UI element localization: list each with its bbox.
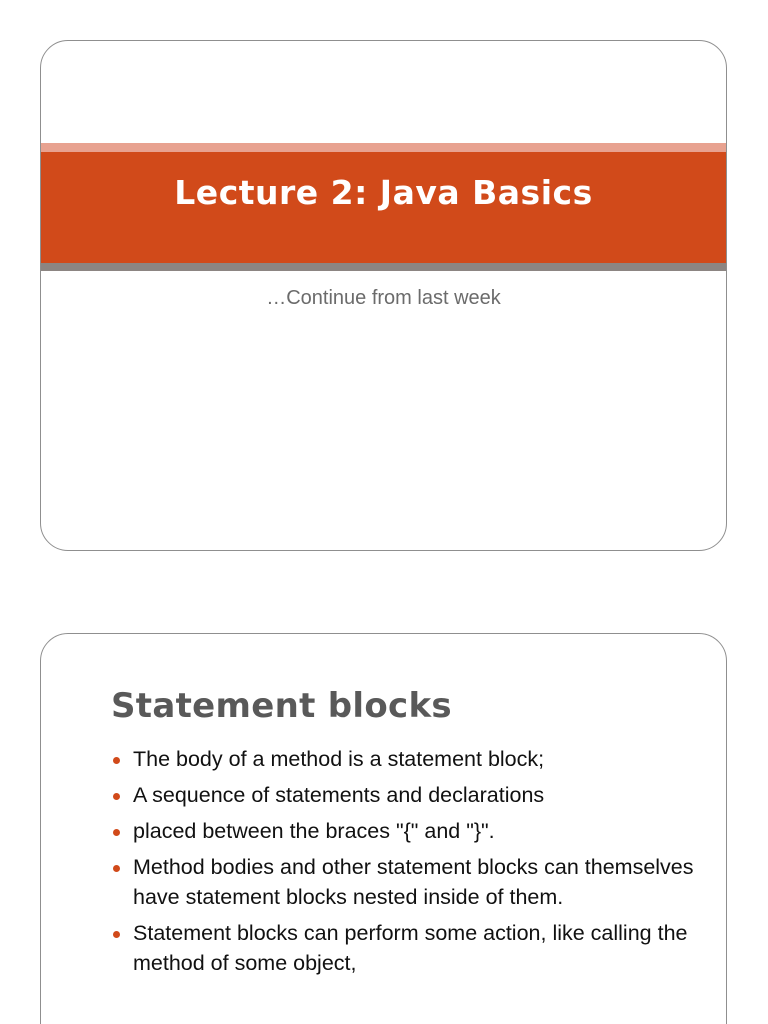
bullet-dot-icon (113, 757, 120, 764)
bullet-text: The body of a method is a statement block; (133, 747, 545, 771)
title-band (41, 152, 726, 263)
title-band-highlight (41, 143, 726, 152)
bullet-item (111, 780, 701, 810)
lecture-subtitle: …Continue from last week (266, 287, 501, 309)
bullet-dot-icon (113, 931, 120, 938)
bullet-dot-icon (113, 829, 120, 836)
bullet-item (111, 744, 701, 774)
title-band-shadow (41, 263, 726, 271)
bullet-text: Method bodies and other statement blocks can themselves have statement blocks nested inside of them. (133, 855, 694, 909)
bullet-text: placed between the braces "{" and "}". (133, 819, 495, 843)
bullet-item (111, 852, 701, 912)
statement-blocks-slide (40, 633, 727, 1024)
title-slide (40, 40, 727, 551)
bullet-dot-icon (113, 865, 120, 872)
lecture-title: Lecture 2: Java Basics (174, 173, 593, 212)
bullet-item (111, 816, 701, 846)
slide-heading: Statement blocks (111, 686, 452, 726)
bullet-item (111, 918, 701, 978)
bullet-dot-icon (113, 793, 120, 800)
bullet-list (111, 744, 701, 984)
bullet-text: Statement blocks can perform some action, like calling the method of some object, (133, 921, 688, 975)
bullet-text: A sequence of statements and declarations (133, 783, 545, 807)
